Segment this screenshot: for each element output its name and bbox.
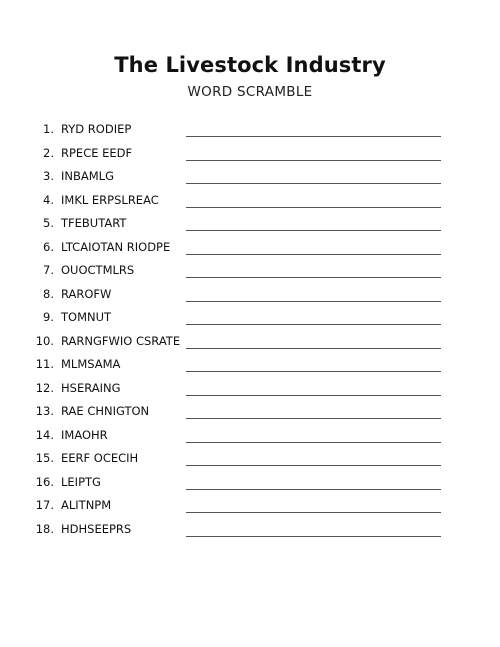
puzzle-item-18	[0, 518, 500, 542]
puzzle-item-17	[0, 494, 500, 518]
item-number: 13.	[35, 404, 54, 418]
puzzle-item-1	[0, 118, 500, 142]
item-number: 17.	[35, 498, 54, 512]
item-number: 16.	[35, 474, 54, 489]
puzzle-item-10	[0, 330, 500, 354]
item-number: 1.	[43, 122, 54, 136]
scrambled-word: RYD RODIEP	[61, 122, 132, 136]
scrambled-word: RPECE EEDF	[61, 145, 133, 160]
puzzle-item-13	[0, 400, 500, 424]
answer-line	[186, 301, 441, 302]
item-number: 3.	[43, 169, 54, 183]
page-title: The Livestock Industry	[114, 53, 386, 77]
puzzle-item-2	[0, 142, 500, 166]
scrambled-word: RAE CHNIGTON	[61, 404, 150, 418]
item-number: 7.	[43, 263, 54, 277]
answer-line	[186, 160, 441, 161]
puzzle-item-4	[0, 189, 500, 213]
item-number: 6.	[43, 239, 54, 254]
scrambled-word: EERF OCECIH	[61, 451, 139, 465]
item-number: 12.	[35, 380, 54, 395]
answer-line	[186, 254, 441, 255]
item-number: 11.	[35, 357, 54, 371]
answer-line	[186, 136, 441, 137]
answer-line	[186, 536, 441, 537]
puzzle-item-11	[0, 353, 500, 377]
answer-line	[186, 442, 441, 443]
item-number: 9.	[43, 310, 54, 324]
puzzle-item-6	[0, 236, 500, 260]
puzzle-item-16	[0, 471, 500, 495]
answer-line	[186, 512, 441, 513]
answer-line	[186, 395, 441, 396]
puzzle-item-3	[0, 165, 500, 189]
scrambled-word: OUOCTMLRS	[61, 263, 135, 277]
answer-line	[186, 418, 441, 419]
puzzle-item-9	[0, 306, 500, 330]
scrambled-word: HDHSEEPRS	[61, 521, 132, 536]
item-number: 2.	[43, 145, 54, 160]
puzzle-item-5	[0, 212, 500, 236]
answer-line	[186, 230, 441, 231]
answer-line	[186, 207, 441, 208]
scrambled-word: TFEBUTART	[61, 216, 127, 230]
scrambled-word: ALITNPM	[61, 498, 112, 512]
item-number: 5.	[43, 216, 54, 230]
item-number: 18.	[35, 521, 54, 536]
answer-line	[186, 489, 441, 490]
puzzle-item-8	[0, 283, 500, 307]
answer-line	[186, 348, 441, 349]
puzzle-item-7	[0, 259, 500, 283]
scrambled-word: RARNGFWIO CSRATE	[61, 333, 181, 348]
scrambled-word: HSERAING	[61, 380, 121, 395]
scrambled-word: LEIPTG	[61, 474, 101, 489]
scrambled-word: TOMNUT	[61, 310, 112, 324]
scrambled-word: IMKL ERPSLREAC	[61, 192, 159, 207]
answer-line	[186, 465, 441, 466]
answer-line	[186, 277, 441, 278]
item-number: 4.	[43, 192, 54, 207]
answer-line	[186, 324, 441, 325]
puzzle-item-15	[0, 447, 500, 471]
answer-line	[186, 183, 441, 184]
page-subtitle: WORD SCRAMBLE	[187, 84, 313, 100]
answer-line	[186, 371, 441, 372]
item-number: 15.	[35, 451, 54, 465]
item-number: 8.	[43, 286, 54, 301]
puzzle-item-12	[0, 377, 500, 401]
scrambled-word: IMAOHR	[61, 427, 108, 442]
item-number: 14.	[35, 427, 54, 442]
puzzle-item-14	[0, 424, 500, 448]
word-scramble-list	[0, 118, 500, 541]
scrambled-word: INBAMLG	[61, 169, 114, 183]
scrambled-word: RAROFW	[61, 286, 112, 301]
scrambled-word: LTCAIOTAN RIODPE	[61, 239, 171, 254]
item-number: 10.	[35, 333, 54, 348]
scrambled-word: MLMSAMA	[61, 357, 121, 371]
